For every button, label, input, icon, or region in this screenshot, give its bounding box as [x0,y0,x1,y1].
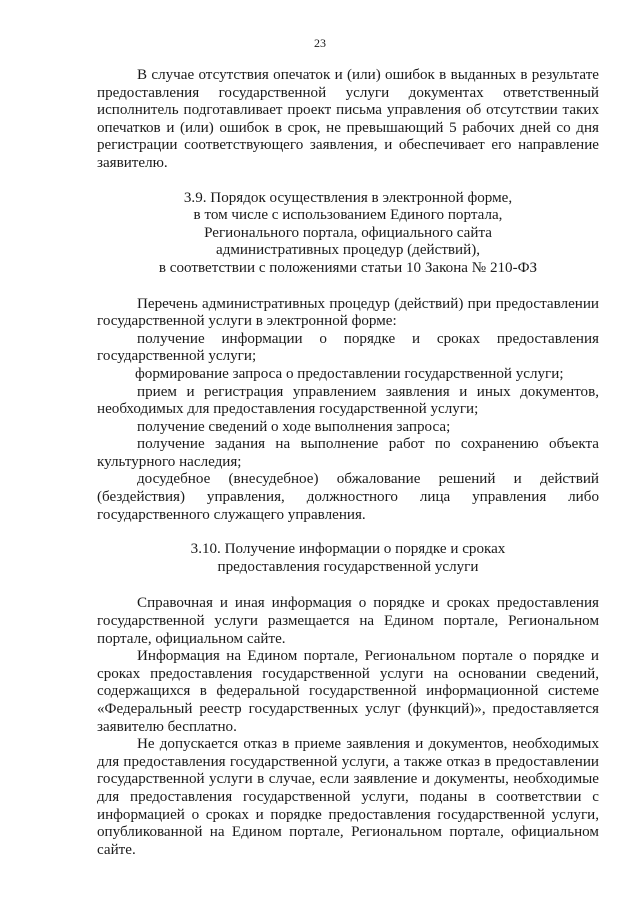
list-item: получение сведений о ходе выполнения запроса; [137,418,451,435]
list-item: получение задания на выполнение работ по сохранению объекта культурного наследия; [97,436,599,470]
heading-line: Регионального портала, официального сайта [204,224,492,241]
list-item: прием и регистрация управлением заявления и иных документов, необходимых для предоставления государственной услуги; [97,383,599,418]
heading-line: 3.10. Получение информации о порядке и сроках [190,541,506,558]
paragraph: Не допускается отказ в приеме заявления и документов, необходимых для предоставления государственной услуги, а также отказ в предоставлении государственной услуги в случае, если заявление и документы, необходимые для предоставления государственной услуги, поданы в соответствии с информацией о сроках и порядке предоставления государственной услуги, опубликованной на Едином портале, Региональном портале, официальном сайте. [97,736,599,858]
heading-line: в соответствии с положениями статьи 10 Закона № 210-ФЗ [158,259,538,276]
section-3-10-heading [97,541,599,576]
paragraph: Перечень административных процедур (действий) при предоставлении государственной услуги в электронной форме: [97,295,599,330]
list-item: досудебное (внесудебное) обжалование решений и действий (бездействия) управления, должностного лица управления либо государственного служащего управления. [97,471,599,523]
page-number: 23 [314,36,326,50]
list-item: формирование запроса о предоставлении государственной услуги; [135,365,564,382]
intro-paragraph: В случае отсутствия опечаток и (или) ошибок в выданных в результате предоставления государственной услуги документах ответственный исполнитель подготавливает проект письма управления об отсутствии таких опечатков и (или) ошибок в срок, не превышающий 5 рабочих дней со дня регистрации соответствующего заявления, и обеспечивает его направление заявителю. [97,67,599,171]
heading-line: в том числе с использованием Единого портала, [193,207,503,224]
section-3-9-heading [97,190,599,278]
heading-line: 3.9. Порядок осуществления в электронной форме, [183,189,513,206]
page-content [97,67,599,859]
heading-line: предоставления государственной услуги [217,558,479,575]
heading-line: административных процедур (действий), [216,242,480,259]
list-item: получение информации о порядке и сроках предоставления государственной услуги; [97,330,599,365]
paragraph: Справочная и иная информация о порядке и сроках предоставления государственной услуги размещается на Едином портале, Региональном портале, официальном сайте. [97,595,599,647]
paragraph: Информация на Едином портале, Региональном портале о порядке и сроках предоставления государственной услуги на основании сведений, содержащихся в федеральной государственной информационной системе «Федеральный реестр государственных услуг (функций)», предоставляется заявителю бесплатно. [97,648,599,735]
section-3-10-body [97,595,599,859]
section-3-9-body [97,296,599,525]
